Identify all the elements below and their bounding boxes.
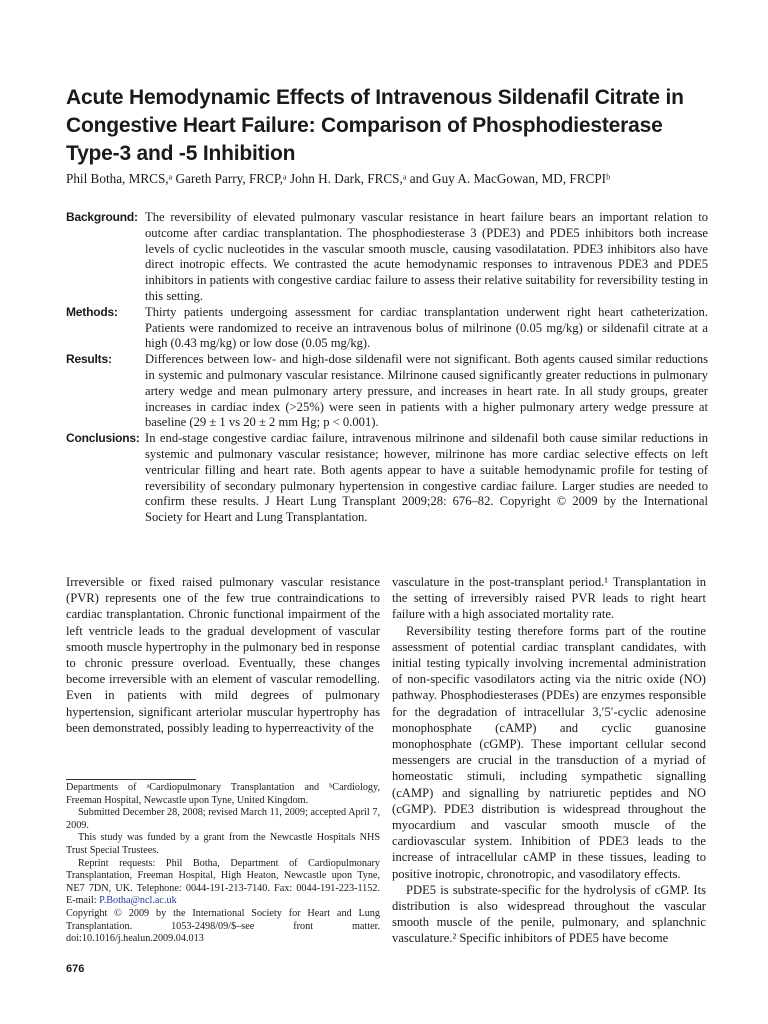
abstract-label: Conclusions: <box>66 431 140 446</box>
footnote-submitted: Submitted December 28, 2008; revised March 11, 2009; accepted April 7, 2009. <box>66 807 380 831</box>
footnote-affiliation: Departments of ᵃCardiopulmonary Transplantation and ᵇCardiology, Freeman Hospital, Newcastle upon Tyne, United Kingdom. <box>66 782 380 806</box>
body-column-left <box>66 574 380 736</box>
body-paragraph: Reversibility testing therefore forms part of the routine assessment of potential cardiac transplant candidates, with initial testing typically involving incremental administration of non-specific vasodilators acting via the nitric oxide (NO) pathway. Phosphodiesterases (PDEs) are enzymes responsible for the degradation of intracellular 3,′5′-cyclic adenosine monophosphate (cAMP) and cyclic guanosine monophosphate (cGMP). These important cellular second messengers are crucial in the transduction of a myriad of homeostatic stimuli, including sympathetic signalling (cAMP) and signalling by natriuretic peptides and NO (cGMP). PDE3 distribution is widespread throughout the myocardium and vascular smooth muscle of the cardiovascular system. Inhibition of PDE3 leads to the increase of intracellular cAMP in these tissues, leading to positive inotropic, chronotropic, and vasodilatory effects. <box>392 623 706 881</box>
footnote-divider <box>66 779 196 780</box>
abstract <box>66 210 708 526</box>
body-paragraph: Irreversible or fixed raised pulmonary vascular resistance (PVR) represents one of the few true contraindications to cardiac transplantation. Chronic functional impairment of the left ventricle leads to the gradual development of vascular smooth muscle hypertrophy in the pulmonary bed in response to chronic pressure overload. Eventually, these changes become irreversible with an element of vascular remodelling. Even in patients with mild degrees of pulmonary hypertension, significant arteriolar muscular hypertrophy has been demonstrated, possibly leading to hyperreactivity of the <box>66 575 380 735</box>
author-list: Phil Botha, MRCS,ᵃ Gareth Parry, FRCP,ᵃ John H. Dark, FRCS,ᵃ and Guy A. MacGowan, MD, FRCPIᵇ <box>66 171 611 186</box>
article-title: Acute Hemodynamic Effects of Intravenous Sildenafil Citrate in Congestive Heart Failure: Comparison of Phosphodiesterase Type-3 and -5 Inhibition <box>66 86 684 165</box>
abstract-label: Results: <box>66 352 112 367</box>
email-link[interactable]: P.Botha@ncl.ac.uk <box>99 895 177 907</box>
abstract-text: The reversibility of elevated pulmonary vascular resistance in heart failure bears an important relation to outcome after cardiac transplantation. The phosphodiesterase 3 (PDE3) and PDE5 inhibitors both increase levels of cyclic nucleotides in the vascular smooth muscle, causing vasodilatation. PDE3 inhibitors also have direct inotropic effects. We contrasted the acute hemodynamic responses to intravenous PDE3 and PDE5 inhibitors in patients with congestive cardiac failure to assess their relative suitability for reversibility testing in this setting. <box>145 210 708 303</box>
body-paragraph: vasculature in the post-transplant period.¹ Transplantation in the setting of irreversibly raised PVR leads to right heart failure with a high associated mortality rate. <box>392 575 706 622</box>
body-column-right <box>392 574 706 947</box>
footnote-reprint <box>66 858 380 908</box>
abstract-section-results <box>66 352 708 431</box>
footnotes <box>66 782 380 946</box>
abstract-text: Differences between low- and high-dose sildenafil were not significant. Both agents caused similar reductions in systemic and pulmonary vascular resistance. Milrinone caused significantly greater reductions in pulmonary artery wedge and mean pulmonary artery pressure, and increases in heart rate. In all study groups, greater increases in cardiac index (>25%) were seen in patients with a higher pulmonary artery wedge pressure at baseline (29 ± 1 vs 20 ± 2 mm Hg; p < 0.001). <box>145 352 708 430</box>
abstract-section-conclusions <box>66 431 708 526</box>
abstract-section-methods <box>66 305 708 352</box>
page-number: 676 <box>66 963 85 975</box>
abstract-label: Methods: <box>66 304 118 319</box>
abstract-label: Background: <box>66 210 138 224</box>
footnote-copyright: Copyright © 2009 by the International Society for Heart and Lung Transplantation. 1053-2498/09/$–see front matter. doi:10.1016/j.healun.2009.04.013 <box>66 907 380 945</box>
reprint-text: Reprint requests: Phil Botha, Department of Cardiopulmonary Transplantation, Freeman Hospital, High Heaton, Newcastle upon Tyne, NE7 7DN, UK. Telephone: 0044-191-213-7140. Fax: 0044-191-223-1152. E-mail: <box>66 857 380 907</box>
footnote-funding: This study was funded by a grant from the Newcastle Hospitals NHS Trust Special Trustees. <box>66 832 380 856</box>
abstract-text: In end-stage congestive cardiac failure, intravenous milrinone and sildenafil both cause similar reductions in systemic and pulmonary vascular resistance; however, milrinone has more cardiac selective effects on left ventricular filling and heart rate. Both agents appear to have a suitable hemodynamic profile for testing of reversibility of secondary pulmonary hypertension in congestive cardiac failure. Larger studies are needed to confirm these results. J Heart Lung Transplant 2009;28: 676–82. Copyright © 2009 by the International Society for Heart and Lung Transplantation. <box>145 431 708 525</box>
body-paragraph: PDE5 is substrate-specific for the hydrolysis of cGMP. Its distribution is also widespread throughout the vascular smooth muscle of the penile, pulmonary, and splanchnic vasculature.² Specific inhibitors of PDE5 have become <box>392 882 706 946</box>
abstract-section-background <box>66 210 708 305</box>
abstract-text: Thirty patients undergoing assessment for cardiac transplantation underwent right heart catheterization. Patients were randomized to receive an intravenous bolus of milrinone (0.05 mg/kg) or sildenafil citrate at a high (0.43 mg/kg) or low dose (0.05 mg/kg). <box>145 304 708 351</box>
